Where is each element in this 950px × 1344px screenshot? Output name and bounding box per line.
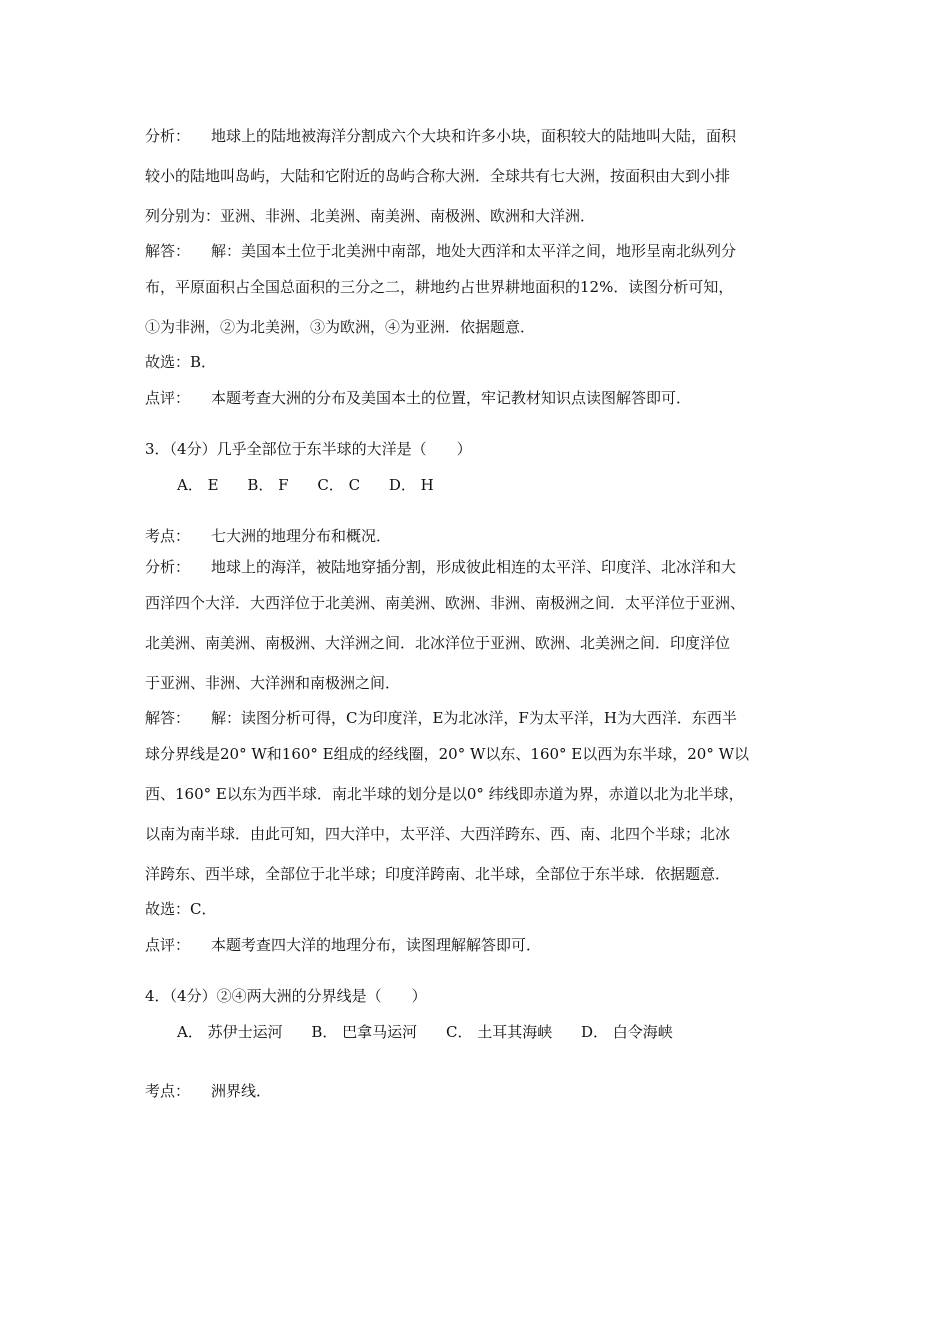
q3-kaodian [145, 521, 810, 552]
q3-answer-line: 球分界线是20° W和160° E组成的经线圈，20° W以东、160° E以西为东半球，20° W以 [145, 745, 750, 763]
q3-answer-line: 西、160° E以东为西半球．南北半球的划分是以0° 纬线即赤道为界，赤道以北为北半球， [145, 785, 744, 803]
q2-analysis-line: 地球上的陆地被海洋分割成六个大块和许多小块，面积较大的陆地叫大陆，面积 [211, 127, 737, 145]
q4-option-c: C． 土耳其海峡 [445, 1023, 553, 1041]
q2-comment-label: 点评： [145, 389, 191, 407]
q3-analysis-line: 北美洲、南美洲、南极洲、大洋洲之间．北冰洋位于亚洲、欧洲、北美洲之间．印度洋位 [145, 634, 731, 652]
q4-question: 4．（4分）②④两大洲的分界线是（ ） [145, 987, 427, 1005]
q3-analysis-line: 地球上的海洋，被陆地穿插分割，形成彼此相连的太平洋、印度洋、北冰洋和大 [211, 558, 737, 576]
q3-comment-text: 本题考查四大洋的地理分布，读图理解解答即可． [211, 936, 542, 954]
q3-analysis [145, 552, 810, 583]
q4-option-b: B． 巴拿马运河 [311, 1023, 418, 1041]
q2-comment-text: 本题考查大洲的分布及美国本土的位置，牢记教材知识点读图解答即可． [211, 389, 692, 407]
q4-kaodian-text: 洲界线． [211, 1082, 272, 1100]
q3-analysis-label: 分析： [145, 558, 191, 576]
q3-answer-line: 以南为南半球．由此可知，四大洋中，太平洋、大西洋跨东、西、南、北四个半球；北冰 [145, 825, 731, 843]
q3-kaodian-label: 考点： [145, 527, 191, 545]
q2-analysis [145, 116, 810, 156]
q3-option-c: C． C [317, 476, 361, 494]
q3-option-d: D． H [388, 476, 434, 494]
q3-answer-label: 解答： [145, 709, 191, 727]
q2-answer [145, 236, 810, 267]
q4-option-a: A． 苏伊士运河 [177, 1023, 283, 1041]
q2-analysis-label: 分析： [145, 127, 191, 145]
q4-kaodian-label: 考点： [145, 1082, 191, 1100]
q2-answer-line: 布，平原面积占全国总面积的三分之二，耕地约占世界耕地面积的12%．读图分析可知， [145, 278, 734, 296]
q2-answer-line: ①为非洲，②为北美洲，③为欧洲，④为亚洲．依据题意． [145, 318, 536, 336]
q3-option-a: A． E [177, 476, 219, 494]
q2-choice: 故选：B． [145, 353, 217, 371]
q4-option-d: D． 白令海峡 [581, 1023, 673, 1041]
document-page [145, 122, 810, 1107]
q2-analysis-line: 较小的陆地叫岛屿，大陆和它附近的岛屿合称大洲．全球共有七大洲，按面积由大到小排 [145, 167, 731, 185]
q3-question: 3．（4分）几乎全部位于东半球的大洋是（ ） [145, 440, 472, 458]
q3-comment-label: 点评： [145, 936, 191, 954]
q2-analysis-line: 列分别为：亚洲、非洲、北美洲、南美洲、南极洲、欧洲和大洋洲． [145, 207, 596, 225]
q4-options [177, 1012, 810, 1052]
q3-kaodian-text: 七大洲的地理分布和概况． [211, 527, 392, 545]
q3-comment [145, 925, 810, 965]
q2-answer-line: 解：美国本土位于北美洲中南部，地处大西洋和太平洋之间，地形呈南北纵列分 [211, 242, 737, 260]
q2-answer-label: 解答： [145, 242, 191, 260]
q3-analysis-line: 于亚洲、非洲、大洋洲和南极洲之间． [145, 674, 401, 692]
q3-analysis-line: 西洋四个大洋．大西洋位于北美洲、南美洲、欧洲、非洲、南极洲之间．太平洋位于亚洲、 [145, 594, 746, 612]
q3-options [177, 465, 810, 505]
q3-answer-line: 洋跨东、西半球，全部位于北半球；印度洋跨南、北半球，全部位于东半球．依据题意． [145, 865, 731, 883]
q3-option-b: B． F [247, 476, 289, 494]
q3-answer [145, 703, 810, 734]
q3-choice: 故选：C． [145, 900, 217, 918]
q4-kaodian [145, 1076, 810, 1107]
q2-comment [145, 378, 810, 418]
q3-answer-line: 解：读图分析可得，C为印度洋，E为北冰洋，F为太平洋，H为大西洋．东西半 [211, 709, 737, 727]
